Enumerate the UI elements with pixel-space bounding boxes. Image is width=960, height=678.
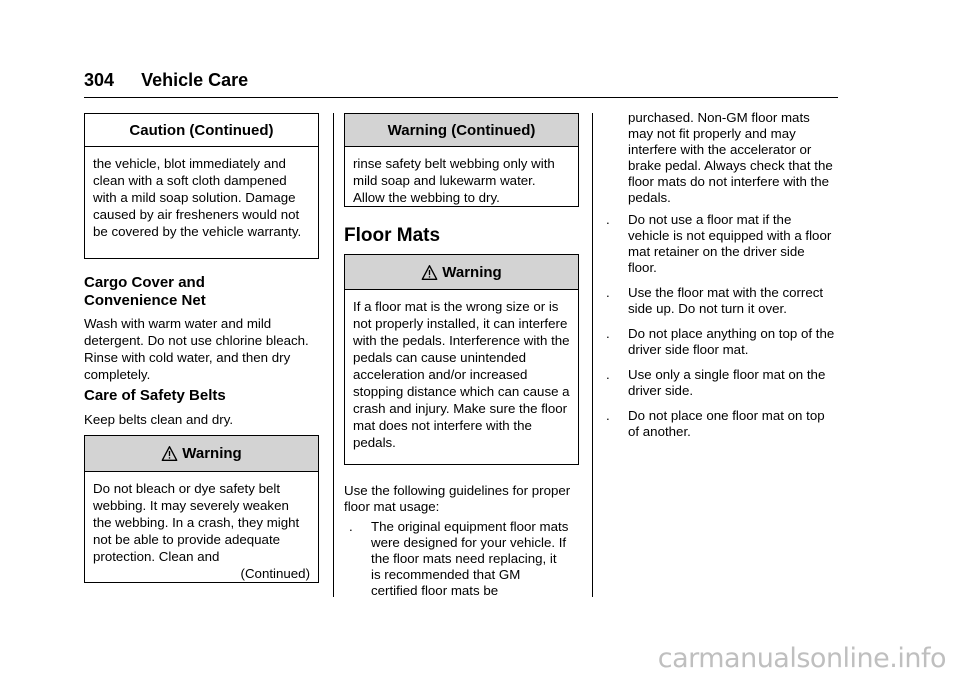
list-item: . Do not place one floor mat on top of another.: [606, 408, 825, 439]
cargo-heading-line1: Cargo Cover and: [84, 274, 205, 291]
page-header: [84, 70, 248, 91]
safety-belt-warning-text: Do not bleach or dye safety belt webbing. It may severely weaken the webbing. In a crash, they might not be able to provide adequate protection. Clean and: [93, 481, 300, 564]
cargo-text: Wash with warm water and mild detergent. Do not use chlorine bleach. Rinse with cold water, and then dry completely.: [84, 316, 309, 382]
guidelines-text: Use the following guidelines for proper floor mat usage:: [344, 483, 571, 514]
safety-belt-warning-title: [85, 436, 318, 472]
belts-heading: Care of Safety Belts: [84, 387, 226, 404]
bullet-marker: .: [606, 212, 610, 227]
list-item: . Use the floor mat with the correct side up. Do not turn it over.: [606, 285, 824, 316]
page-number: 304: [84, 70, 115, 90]
warning-icon: [161, 445, 178, 462]
list-item: . Do not use a floor mat if the vehicle is not equipped with a floor mat retainer on the driver side floor.: [606, 212, 832, 275]
floor-mats-warning-box: [344, 254, 579, 465]
safety-belt-warning-box: [84, 435, 319, 583]
continued-label: (Continued): [240, 566, 310, 581]
header-rule: [84, 97, 838, 98]
belts-text: Keep belts clean and dry.: [84, 412, 234, 427]
list-item: . The original equipment floor mats were designed for your vehicle. If the floor mats need replacing, it is recommended that GM certified floor mats be: [349, 519, 569, 598]
bullet-marker: .: [349, 519, 353, 534]
floor-mats-warning-title: [345, 255, 578, 290]
warning-icon: [421, 264, 438, 281]
list-item: . Use only a single floor mat on the driver side.: [606, 367, 826, 398]
floor-mats-warning-title-text: Warning: [442, 263, 502, 281]
column-divider-1: [333, 113, 334, 597]
section-title: Vehicle Care: [141, 70, 249, 90]
warning-continued-box: [344, 113, 579, 207]
safety-belt-warning-body: [85, 472, 318, 586]
cargo-heading-line2: Convenience Net: [84, 292, 206, 309]
safety-belt-warning-title-text: Warning: [182, 445, 242, 462]
list-item: . Do not place anything on top of the driver side floor mat.: [606, 326, 835, 357]
cargo-heading: [84, 274, 324, 310]
floor-mats-warning-body: If a floor mat is the wrong size or is not properly installed, it can interfere with the pedals. Interference with the pedals can cause unintended acceleration and/or increased stopping distance which can cause a crash and injury. Make sure the floor mat does not interfere with the pedals.: [353, 299, 570, 450]
caution-box-body: the vehicle, blot immediately and clean with a soft cloth dampened with a mild soap solution. Damage caused by air fresheners would not be covered by the vehicle warranty.: [93, 156, 302, 239]
floor-mat-guidelines-list-2: [601, 212, 836, 449]
warning-continued-title: Warning (Continued): [345, 114, 578, 147]
floor-mats-heading: Floor Mats: [344, 225, 441, 246]
caution-box-title: Caution (Continued): [85, 114, 318, 147]
continuation-text: purchased. Non-GM floor mats may not fit properly and may interfere with the accelerator or brake pedal. Always check that the floor mats do not interfere with the pedals.: [628, 110, 833, 205]
bullet-marker: .: [606, 326, 610, 341]
bullet-marker: .: [606, 367, 610, 382]
floor-mat-guidelines-list-1: [344, 519, 569, 608]
bullet-marker: .: [606, 408, 610, 423]
warning-continued-body: rinse safety belt webbing only with mild soap and lukewarm water. Allow the webbing to dry.: [353, 156, 555, 205]
watermark: carmanualsonline.info: [657, 643, 946, 674]
bullet-marker: .: [606, 285, 610, 300]
caution-box: [84, 113, 319, 259]
column-divider-2: [592, 113, 593, 597]
